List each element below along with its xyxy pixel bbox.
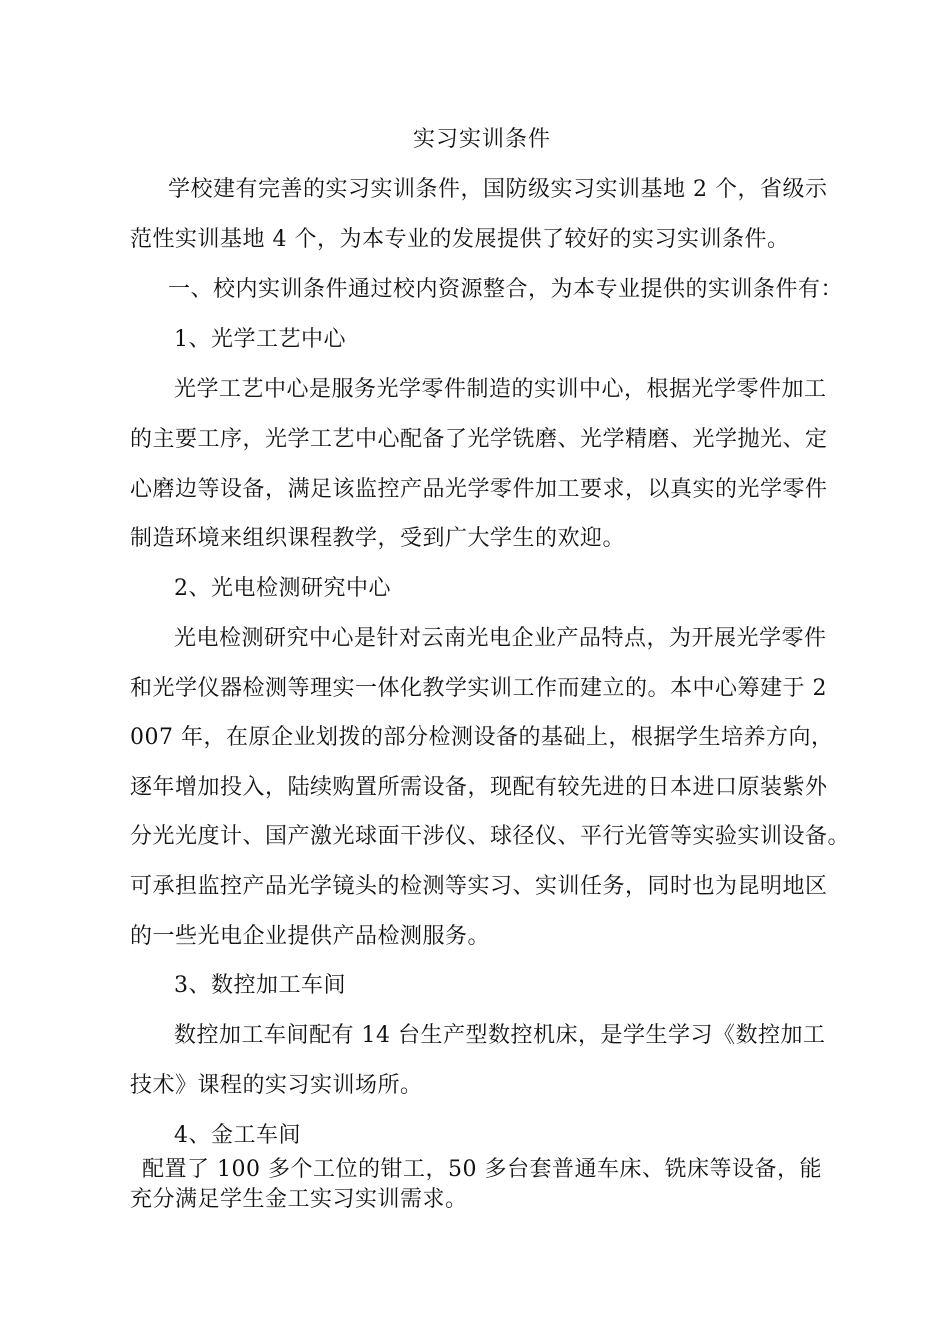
subsection-heading: 2、光电检测研究中心 [174,576,391,601]
paragraph-line: 逐年增加投入，陆续购置所需设备，现配有较先进的日本进口原装紫外 [130,775,828,800]
subsection-heading: 4、金工车间 [174,1123,301,1148]
paragraph-line: 的一些光电企业提供产品检测服务。 [130,924,491,949]
paragraph-line: 光学工艺中心是服务光学零件制造的实训中心，根据光学零件加工 [174,377,827,402]
paragraph-line: 007 年，在原企业划拨的部分检测设备的基础上，根据学生培养方向， [130,725,834,750]
paragraph-line: 可承担监控产品光学镜头的检测等实习、实训任务，同时也为昆明地区 [130,874,828,899]
section-heading: 一、校内实训条件通过校内资源整合，为本专业提供的实训条件有： [168,277,844,302]
paragraph-line: 分光光度计、国产激光球面干涉仪、球径仪、平行光管等实验实训设备。 [130,824,851,849]
paragraph-line: 技术》课程的实习实训场所。 [130,1073,423,1098]
paragraph-line: 和光学仪器检测等理实一体化教学实训工作而建立的。本中心筹建于 2 [130,676,827,701]
paragraph-line: 配置了 100 多个工位的钳工，50 多台套普通车床、铣床等设备，能 [142,1157,822,1182]
paragraph-line: 制造环境来组织课程教学，受到广大学生的欢迎。 [130,526,626,551]
document-title: 实习实训条件 [413,127,552,152]
paragraph-line: 光电检测研究中心是针对云南光电企业产品特点，为开展光学零件 [174,626,827,651]
paragraph-line: 心磨边等设备，满足该监控产品光学零件加工要求，以真实的光学零件 [130,477,828,502]
subsection-heading: 3、数控加工车间 [174,973,346,998]
subsection-heading: 1、光学工艺中心 [174,327,346,352]
paragraph-line: 充分满足学生金工实习实训需求。 [130,1187,468,1212]
paragraph-line: 数控加工车间配有 14 台生产型数控机床，是学生学习《数控加工 [174,1023,826,1048]
paragraph-line: 的主要工序，光学工艺中心配备了光学铣磨、光学精磨、光学抛光、定 [130,427,828,452]
paragraph-line: 学校建有完善的实习实训条件，国防级实习实训基地 2 个，省级示 [168,177,828,202]
paragraph-line: 范性实训基地 4 个，为本专业的发展提供了较好的实习实训条件。 [130,227,790,252]
